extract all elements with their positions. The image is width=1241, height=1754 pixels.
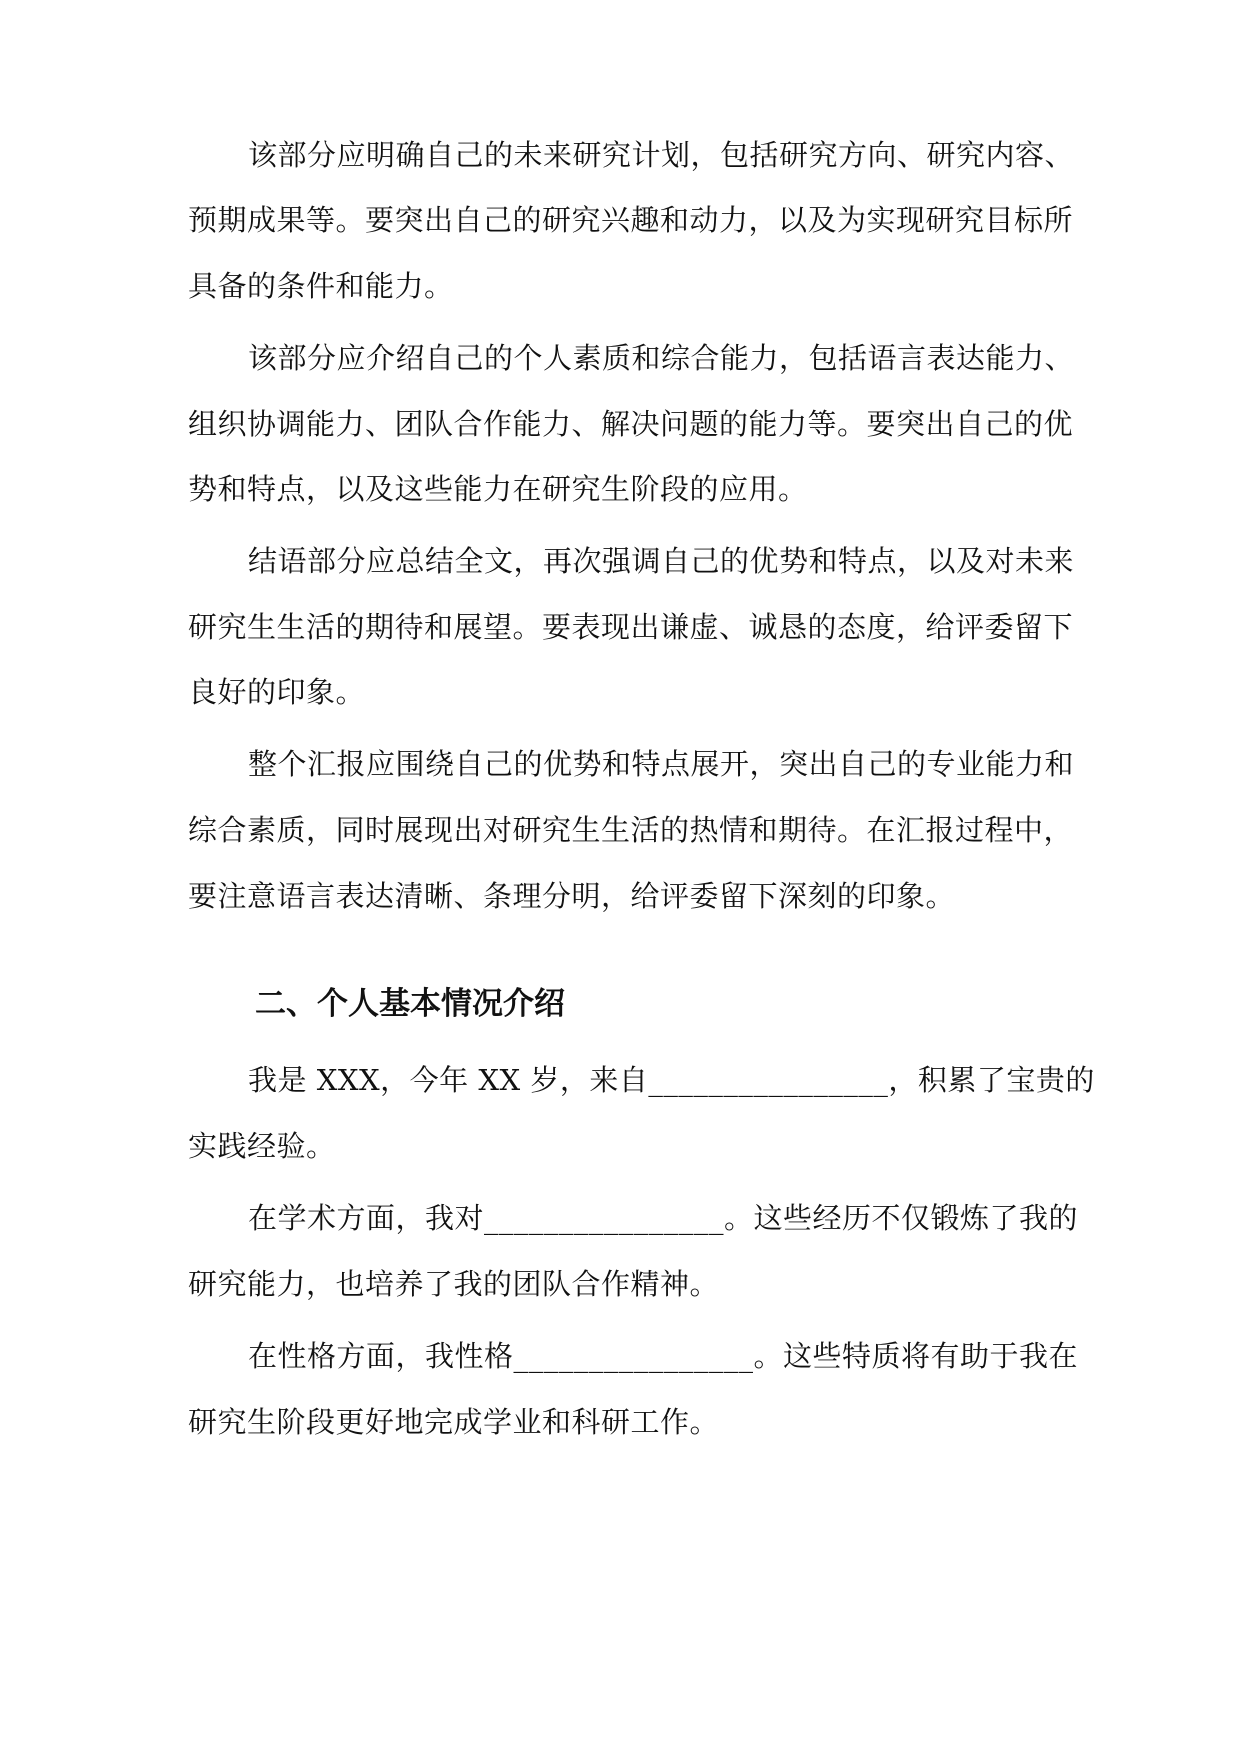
personality-line-1: 在性格方面，我性格________________。这些特质将有助于我在	[248, 1339, 1079, 1373]
section-heading: 二、个人基本情况介绍	[255, 986, 565, 1022]
paragraph-3-line-2: 研究生生活的期待和展望。要表现出谦虚、诚恳的态度，给评委留下	[188, 610, 1074, 644]
intro-line-2: 实践经验。	[188, 1129, 336, 1163]
paragraph-3-line-3: 良好的印象。	[188, 675, 366, 709]
paragraph-2-line-1: 该部分应介绍自己的个人素质和综合能力，包括语言表达能力、	[248, 341, 1075, 375]
intro-line-1: 我是 XXX，今年 XX 岁，来自________________，积累了宝贵的	[248, 1063, 1095, 1097]
paragraph-2-line-3: 势和特点，以及这些能力在研究生阶段的应用。	[188, 472, 808, 506]
paragraph-1-line-1: 该部分应明确自己的未来研究计划，包括研究方向、研究内容、	[248, 138, 1075, 172]
paragraph-3-line-1: 结语部分应总结全文，再次强调自己的优势和特点，以及对未来	[248, 544, 1075, 578]
paragraph-4-line-1: 整个汇报应围绕自己的优势和特点展开，突出自己的专业能力和	[248, 747, 1075, 781]
academic-line-1: 在学术方面，我对________________。这些经历不仅锻炼了我的	[248, 1201, 1079, 1235]
academic-line-2: 研究能力，也培养了我的团队合作精神。	[188, 1267, 720, 1301]
paragraph-4-line-3: 要注意语言表达清晰、条理分明，给评委留下深刻的印象。	[188, 879, 956, 913]
paragraph-1-line-3: 具备的条件和能力。	[188, 269, 454, 303]
paragraph-2-line-2: 组织协调能力、团队合作能力、解决问题的能力等。要突出自己的优	[188, 407, 1074, 441]
personality-line-2: 研究生阶段更好地完成学业和科研工作。	[188, 1405, 720, 1439]
paragraph-1-line-2: 预期成果等。要突出自己的研究兴趣和动力，以及为实现研究目标所	[188, 203, 1074, 237]
paragraph-4-line-2: 综合素质，同时展现出对研究生生活的热情和期待。在汇报过程中，	[188, 813, 1074, 847]
